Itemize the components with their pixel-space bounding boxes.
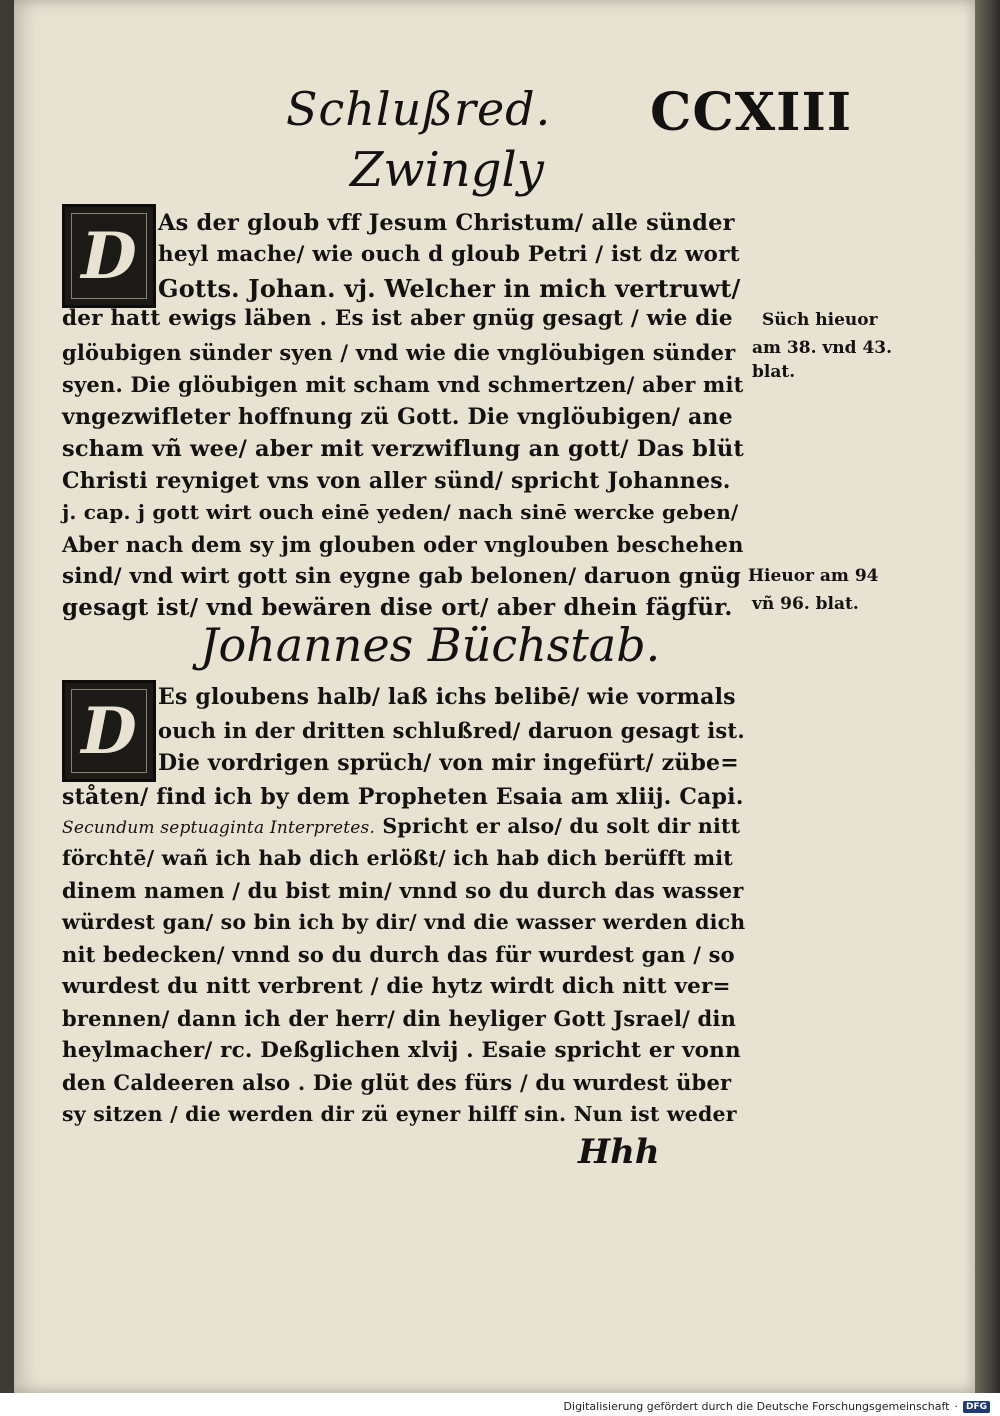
text-line: Christi reyniget vns von aller sünd/ spricht Johannes.: [62, 468, 731, 494]
text-line-rest: Spricht er also/ du solt dir nitt: [375, 814, 741, 838]
text-line: nit bedecken/ vnnd so du durch das für wurdest gan / so: [62, 942, 735, 967]
text-line: würdest gan/ so bin ich by dir/ vnd die wasser werden dich: [62, 910, 746, 934]
section-heading-buchstab: Johannes Büchstab.: [200, 618, 661, 672]
marginal-note: Hieuor am 94: [748, 566, 879, 586]
footer-credit: Digitalisierung gefördert durch die Deutsche Forschungsgemeinschaft · DFG: [564, 1400, 990, 1413]
signature-mark: Hhh: [578, 1132, 660, 1172]
page-edge-shadow: [975, 0, 1000, 1393]
decorated-initial: D: [62, 680, 156, 782]
running-title: Schlußred.: [286, 82, 552, 136]
section-heading-zwingly: Zwingly: [350, 142, 544, 198]
footer-credit-text: Digitalisierung gefördert durch die Deutsche Forschungsgemeinschaft: [563, 1400, 950, 1413]
marginal-note: am 38. vnd 43.: [752, 338, 893, 358]
text-line: sy sitzen / die werden dir zü eyner hilff sin. Nun ist weder: [62, 1102, 737, 1126]
text-line: glöubigen sünder syen / vnd wie die vnglöubigen sünder: [62, 340, 736, 365]
latin-gloss: Secundum septuaginta Interpretes.: [62, 818, 376, 838]
text-line: Gotts. Johan. vj. Welcher in mich vertruwt/: [158, 274, 741, 303]
text-line: gesagt ist/ vnd bewären dise ort/ aber dhein fägfür.: [62, 594, 733, 621]
dfg-logo: DFG: [963, 1401, 990, 1413]
decorated-initial: D: [62, 204, 156, 308]
text-line: As der gloub vff Jesum Christum/ alle sünder: [158, 210, 735, 236]
text-line: der hatt ewigs läben . Es ist aber gnüg gesagt / wie die: [62, 306, 733, 331]
text-line: brennen/ dann ich der herr/ din heyliger Gott Jsrael/ din: [62, 1006, 737, 1031]
text-line: ouch in der dritten schlußred/ daruon gesagt ist.: [158, 718, 745, 743]
text-line: syen. Die glöubigen mit scham vnd schmertzen/ aber mit: [62, 372, 744, 397]
marginal-note: blat.: [752, 362, 796, 382]
text-line: [62, 814, 740, 838]
text-line: heyl mache/ wie ouch d gloub Petri / ist dz wort: [158, 242, 740, 267]
text-line: dinem namen / du bist min/ vnnd so du durch das wasser: [62, 878, 744, 903]
text-line: wurdest du nitt verbrent / die hytz wirdt dich nitt ver=: [62, 974, 731, 999]
text-line: Die vordrigen sprüch/ von mir ingefürt/ zübe=: [158, 750, 739, 776]
marginal-note: Süch hieuor: [762, 310, 878, 330]
text-line: scham vñ wee/ aber mit verzwiflung an gott/ Das blüt: [62, 436, 744, 462]
text-line: j. cap. j gott wirt ouch einē yeden/ nach sinē wercke geben/: [62, 500, 739, 524]
text-line: ståten/ find ich by dem Propheten Esaia am xliij. Capi.: [62, 784, 744, 810]
text-line: Aber nach dem sy jm glouben oder vnglouben beschehen: [62, 532, 744, 557]
text-line: heylmacher/ rc. Deßglichen xlvij . Esaie spricht er vonn: [62, 1038, 741, 1063]
marginal-note: vñ 96. blat.: [752, 594, 859, 614]
text-line: den Caldeeren also . Die glüt des fürs / du wurdest über: [62, 1070, 732, 1095]
folio-number: CCXIII: [650, 82, 853, 143]
text-line: vngezwifleter hoffnung zü Gott. Die vnglöubigen/ ane: [62, 404, 733, 430]
text-line: förchtē/ wañ ich hab dich erlößt/ ich hab dich berüfft mit: [62, 846, 733, 870]
text-line: sind/ vnd wirt gott sin eygne gab belonen/ daruon gnüg: [62, 564, 741, 589]
text-line: Es gloubens halb/ laß ichs belibē/ wie vormals: [158, 684, 736, 710]
